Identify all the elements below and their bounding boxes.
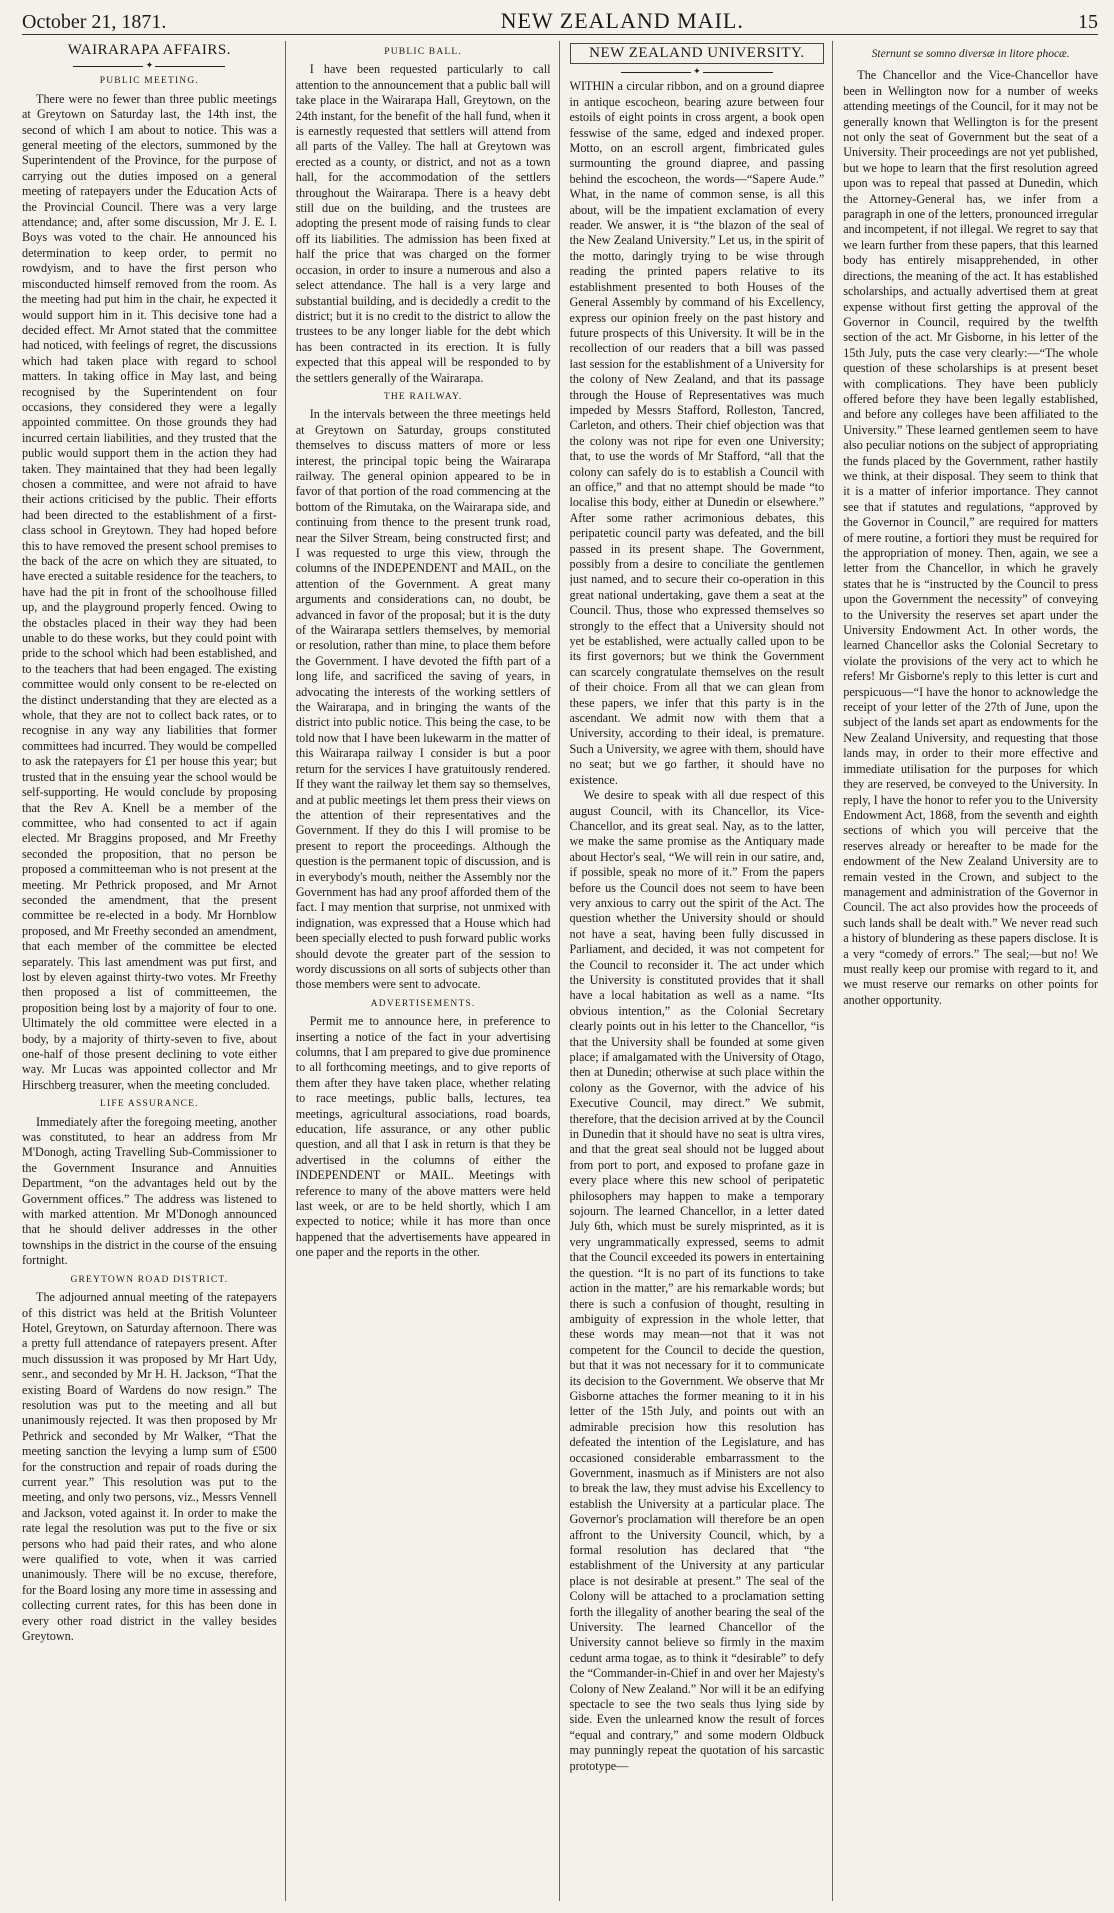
newspaper-title: NEW ZEALAND MAIL. (500, 8, 744, 33)
masthead (22, 8, 1098, 35)
column-2 (296, 41, 560, 1901)
university-heading: NEW ZEALAND UNIVERSITY. (570, 43, 825, 64)
advertisements-paragraph: Permit me to announce here, in preference to inserting a notice of the fact in your advertising columns, that I am prepared to give due prominence to all forthcoming meetings, and to give reports of them after they have taken place, whether relating to race meetings, public balls, lectures, tea meetings, agricultural associations, road boards, education, life assurance, or any other public question, and all that I ask in return is that they be advertised in the columns of either the INDEPENDENT or MAIL. Meetings with reference to many of the above matters were held last week, or are to be held shortly, which I am expected to notice; while it has more than once happened that the advertisements have appeared in one paper and the reports in the other. (295, 1014, 551, 1260)
page-number: 15 (1077, 11, 1098, 33)
ornamental-rule: ✦ (22, 60, 277, 70)
railway-subheading: THE RAILWAY. (383, 391, 463, 402)
column-3 (570, 41, 834, 1901)
life-assurance-subheading: LIFE ASSURANCE. (99, 1099, 199, 1110)
ornamental-rule: ✦ (570, 66, 825, 76)
public-ball-paragraph: I have been requested particularly to call attention to the announcement that a public ball will take place in the Wairarapa Hall, Greytown, on the 24th instant, for the benefit of the hall fund, when it is earnestly requested that settlers will attend from all parts of the Valley. The hall at Greytown was erected as a county, or district, and not as a town hall, for the accommodation of the settlers throughout the Wairarapa. There is a heavy debt still due on the building, and the trustees are adopting the present mode of raising funds to clear off its liabilities. The admission has been fixed at half the price that was charged on the former occasion, in order to insure a numerous and also a select attendance. The hall is a very large and substantial building, and is decidedly a credit to the district; but it is no credit to the district to allow the trustees to be any longer liable for the debt which has been contracted in its erection. It is fully expected that this appeal will be responded to by the settlers generally of the Wairarapa. (295, 62, 551, 385)
university-paragraph: We desire to speak with all due respect of this august Council, with its Chancellor, its Vice-Chancellor, and its great seal. Nay, as to the latter, we make the same promise as the Antiquary made about Hector's seal, “We will rein in our satire, and, if possible, speak no more of it.” From the papers before us the Council does not seem to have been very anxious to carry out the spirit of the Act. The question whether the University should or should not have a seat, having been fully discussed in Parliament, and decided, it was not competent for the Council to reconsider it. The act under which the University is constituted provides that it shall have a local habitation as well as a name. “Its obvious intention,” as the Colonial Secretary clearly points out in his letter to the Chancellor, “is that the University shall be founded at some given place; if amalgamated with the University of Otago, then at Dunedin; otherwise at such place within the colony as the Governor, with the advice of his Executive Council, may direct.” We submit, therefore, that the decision arrived at by the Council in Dunedin that it should have no seat is ultra vires, and that the great seal should not be lugged about from port to port, and exposed to profane gaze in every place where this new school of peripatetic philosophers may happen to make a temporary sojourn. The learned Chancellor, in a letter dated July 6th, which must be surely misprinted, as it is very ungrammatically expressed, seems to admit that the Council exceeded its powers in entertaining the question. “It is no part of its functions to take action in the matter,” are his remarkable words; but there is such a confusion of thought, resulting in ambiguity of expression in the whole letter, that these words may mean—not that it was not competent for the Council to decide the question, but that it was not necessary for it to communicate its decision to the Government. We observe that Mr Gisborne attaches the former meaning to it in his letter of the 15th July, and points out with an admirable precision how this resolution has defeated the intention of the Legislature, and has occasioned considerable embarrassment to the Government, inasmuch as if Ministers are not also to break the law, they must advise his Excellency to establish the University at a particular place. The Governor's proclamation will therefore be an open affront to the University Council, which, by a formal resolution has declared that “the establishment of the University at any particular place is not desirable at present.” The seal of the Colony will be attached to a proclamation setting forth the illegality of another bearing the seal of the University. The learned Chancellor of the University cannot believe so firmly in the maxim cedunt arma togae, as to think it “desirable” to defy the “Commander-in-Chief in and over her Majesty's Colony of New Zealand.” Nor will it be an edifying spectacle to see the two seals thus lying side by side. Even the unlearned know the result of forces “equal and contrary,” and some modern Oldbuck may punningly repeat the quotation of his sarcastic prototype— (569, 788, 825, 1773)
column-4 (843, 41, 1098, 1901)
university-paragraph: WITHIN a circular ribbon, and on a ground diapree in antique escocheon, bearing azure between four estoils of eight points in cross argent, a book open fesswise of the same, edged and indexed proper. Motto, on an escroll argent, fimbricated gules surmounting the ground diapree, and passing behind the escocheon, the words—“Sapere Aude.” What, in the name of common sense, is all this about, will be the impatient exclamation of every reader. We answer, it is “the blazon of the seal of the New Zealand University.” Let us, in the spirit of the motto, daringly trying to be wise through reading the printed papers relative to its establishment presented to both Houses of the General Assembly by command of his Excellency, express our opinion freely on the past history and future prospects of this University. It will be in the recollection of our readers that a bill was passed last session for the establishment of a University for the colony of New Zealand, and that its passage through the House of Representatives was much impeded by Messrs Stafford, Rolleston, Tancred, Carleton, and others. Their chief objection was that the colony was not ripe for even one University; that, to use the words of Mr Stafford, “all that the colony can safely do is to establish a Council with an office,” and that no attempt should be made “to localise this body, either at Dunedin or elsewhere.” After some rather acrimonious debates, this peripatetic council party was defeated, and the bill passed in its present shape. The Government, possibly from a desire to conciliate the gentlemen just named, and to secure their co-operation in this great national undertaking, gave them a seat at the Council. Thus, those who expressed themselves so strongly to the effect that a University should not yet be established, were actually called upon to be its first governors; but we think the Government can scarcely congratulate themselves on the result of their choice. From all that we can glean from these papers, we infer that this party is in the ascendant. We admit now with them that a University, according to their ideal, is premature. Such a University, we agree with them, should have no seat; but we go farther, it should have no existence. (569, 79, 825, 787)
life-assurance-paragraph: Immediately after the foregoing meeting, another was constituted, to hear an address from Mr M'Donogh, acting Travelling Sub-Commissioner to the Government Insurance and Annuities Department, “on the advantages held out by the Government offices.” The address was listened to with marked attention. Mr M'Donogh announced that he should deliver addresses in the other townships in the district in the course of the ensuing fortnight. (22, 1114, 277, 1268)
road-district-paragraph: The adjourned annual meeting of the ratepayers of this district was held at the British Volunteer Hotel, Greytown, on Saturday afternoon. There was a pretty full attendance of ratepayers present. After much dissussion it was proposed by Mr Hart Udy, senr., and seconded by Mr H. H. Jackson, “That the existing Board of Wardens do now resign.” The resolution was put to the meeting and all but unanimously rejected. It was then proposed by Mr Pethrick and seconded by Mr Walker, “That the meeting sanction the levying a lump sum of £500 for the construction and repair of roads during the current year.” This resolution was put to the meeting, and only two persons, viz., Messrs Vennell and Jackson, voted against it. In order to make the rate legal the resolution was put to the five or six persons who had paid their rates, and who alone were qualified to vote, when it was carried unanimously. There will be no excuse, therefore, for the Board losing any more time in assessing and collecting current rates, for this has been done in every other road district in the valley besides Greytown. (22, 1290, 277, 1644)
railway-paragraph: In the intervals between the three meetings held at Greytown on Saturday, groups constituted themselves to discuss matters of more or less interest, the principal topic being the Wairarapa railway. The general opinion appeared to be in favor of that portion of the road commencing at the bottom of the Rimutaka, on the Wairarapa side, and continuing from thence to the present trunk road, near the Silver Stream, being constructed first; and I was requested to urge this view, through the columns of the INDEPENDENT and MAIL, on the attention of the Government. A great many arguments and considerations can, no doubt, be advanced in favor of the proposal; but it is the duty of the Wairarapa settlers themselves, by memorial or resolution, rather than mine, to place them before the Government. I have devoted the fifth part of a long life, and sacrificed the saving of years, in advocating the interests of the working settlers of the Wairarapa, and in bringing the wants of the district into public notice. This being the case, to be told now that I have been lukewarm in the matter of this Wairarapa railway I consider is but a poor return for the services I have gratuitously rendered. If they want the railway let them say so themselves, and at public meetings let them press their views on the attention of their representatives and the Government. If they do this I will promise to be present to report the proceedings. Although the question is the permanent topic of discussion, and is in everybody's mouth, neither the Assembly nor the Government has had any proof afforded them of the fact. I may mention that surprise, not unmixed with indignation, was expressed that a House which had been specially elected to push forward public works should devote the greater part of the session to wordy discussions on all sorts of subjects other than those members were sent to advocate. (295, 407, 551, 992)
advertisements-subheading: ADVERTISEMENTS. (370, 998, 476, 1009)
public-ball-subheading: PUBLIC BALL. (384, 47, 462, 57)
latin-quotation: Sternunt se somno diversæ in litore phocæ. (871, 48, 1070, 60)
wairarapa-heading: WAIRARAPA AFFAIRS. (67, 42, 231, 58)
column-1 (22, 41, 286, 1901)
public-meeting-subheading: PUBLIC MEETING. (99, 76, 200, 87)
road-district-subheading: GREYTOWN ROAD DISTRICT. (70, 1274, 229, 1285)
issue-date: October 21, 1871. (22, 11, 167, 33)
public-meeting-paragraph: There were no fewer than three public meetings at Greytown on Saturday last, the 14th inst, the second of which I am about to notice. This was a general meeting of the electors, summoned by the Superintendent of the Province, for the purpose of carrying out the duties imposed on a general meeting of ratepayers under the Education Acts of the Provincial Council. There was a very large attendance; and, after some discussion, Mr J. E. I. Boys was voted to the chair. He announced his determination to keep order, to permit no rowdyism, and to have the first person who misconducted himself removed from the room. As the meeting had put him in the chair, he expected it would support him in it. This decisive tone had a decided effect. Mr Arnot stated that the committee had noticed, with feelings of regret, the discussions which had taken place with regard to school matters. In taking office in May last, and being recognised by the Superintendent on four occasions, they considered they were a legally appointed committee. On those grounds they had incurred certain liabilities, and they trusted that the public would support them in the action they had taken. They maintained that they had been legally chosen a committee, and were not afraid to have their actions criticised by the public. Their efforts had been directed to the establishment of a first-class school in Greytown. They had hoped before this to have removed the present school premises to the back of the acre on which they are situated, to have erected a suitable residence for the teachers, to have had the pit in front of the schoolhouse filled up, and the playground properly fenced. Owing to the obstacles placed in their way they had been unable to do these works, but they could point with pride to the school which had been established, and to the teachers that had been engaged. The existing committee would only consent to be re-elected on the distinct understanding that they are elected as a whole, that they are not to collect back rates, or to recognise in any way any liabilities that former committees had incurred. They would be compelled to ask the ratepayers for £1 per house this year; but trusted that in the ensuing year the school would be self-supporting. He would conclude by proposing that the Rev A. Knell be a member of the committee, who had consented to act if again elected. Mr Braggins proposed, and Mr Freethy seconded the proposition, that no person be proposed a committeeman who is not present at the meeting. Mr Pethrick proposed, and Mr Arnot seconded the amendment, that the present committee be re-elected in a body. Mr Hornblow proposed, and Mr Freethy seconded an amendment, that each member of the committee be elected separately. This last amendment was put first, and lost by eleven against thirty-two votes. Mr Freethy then proposed a list of committeemen, the proposition being lost by a majority of four to one. Ultimately the old committee were elected in a body, by a majority of thirty-seven to five, about one-half of those present declining to vote either way. Mr Lucas was appointed collector and Mr Hirschberg treasurer, when the meeting concluded. (22, 91, 277, 1092)
article-columns (22, 41, 1098, 1901)
university-paragraph: The Chancellor and the Vice-Chancellor have been in Wellington now for a number of weeks attending meetings of the Council, for it may not be generally known that Wellington is for the present not only the seat of Government but the seat of a University. Their proceedings are not yet published, but we hope to learn that the first resolution agreed upon was to repeal that passed at Dunedin, which the Attorney-General has, we infer from a paragraph in one of the letters, pronounced irregular and incompetent, if not illegal. We regret to say that we learn further from these papers, that this learned body has entirely misapprehended, in other directions, the meaning of the act. It has established scholarships, and actually advertised them at great expense without first getting the approval of the Governor in Council, required by the twelfth section of the act. Mr Gisborne, in his letter of the 15th July, puts the case very clearly:—“The whole question of these scholarships is at present beset with complications. They have been publicly offered before they have been legally established, and before any colleges have been affiliated to the University.” These learned gentlemen seem to have also peculiar notions on the subject of appropriating the funds placed by the Government, rather hastily we think, at their disposal. They seem to think that it is a matter of inferior importance. They cannot see that if statutes and regulations, “approved by the Governor in Council,” are required for matters of mere routine, a fortiori they must be required for the appropriation of money. Then, again, we see a letter from the Chancellor, in which he gravely states that he is “instructed by the Council to press upon the Government the necessity” of conveying to the University the reserves set apart under the University Endowment Act. In other words, the learned Chancellor asks the Colonial Secretary to violate the provisions of the very act to which he refers! Mr Gisborne's reply to this letter is curt and perspicuous—“I have the honor to acknowledge the receipt of your letter of the 27th of June, upon the subject of the lands set apart as endowments for the New Zealand University, and requesting that those lands may, in order to their more effective and immediate utilisation for the purposes for which they are reserved, be conveyed to the University. In reply, I have the honor to refer you to the University Endowment Act, 1868, from the seventh and eighth sections of which you will perceive that the reserves already or hereafter to be made for the endowment of the New Zealand University are to remain vested in the Crown, and subject to the management and administration of the Governor in Council. The act also provides how the proceeds of such lands shall be dealt with.” We never read such a history of blundering as these papers disclose. It is a very “comedy of errors.” The seal;—but no! We must really keep our promise with regard to it, and we must reserve our remarks on other points for another opportunity. (843, 68, 1098, 1007)
